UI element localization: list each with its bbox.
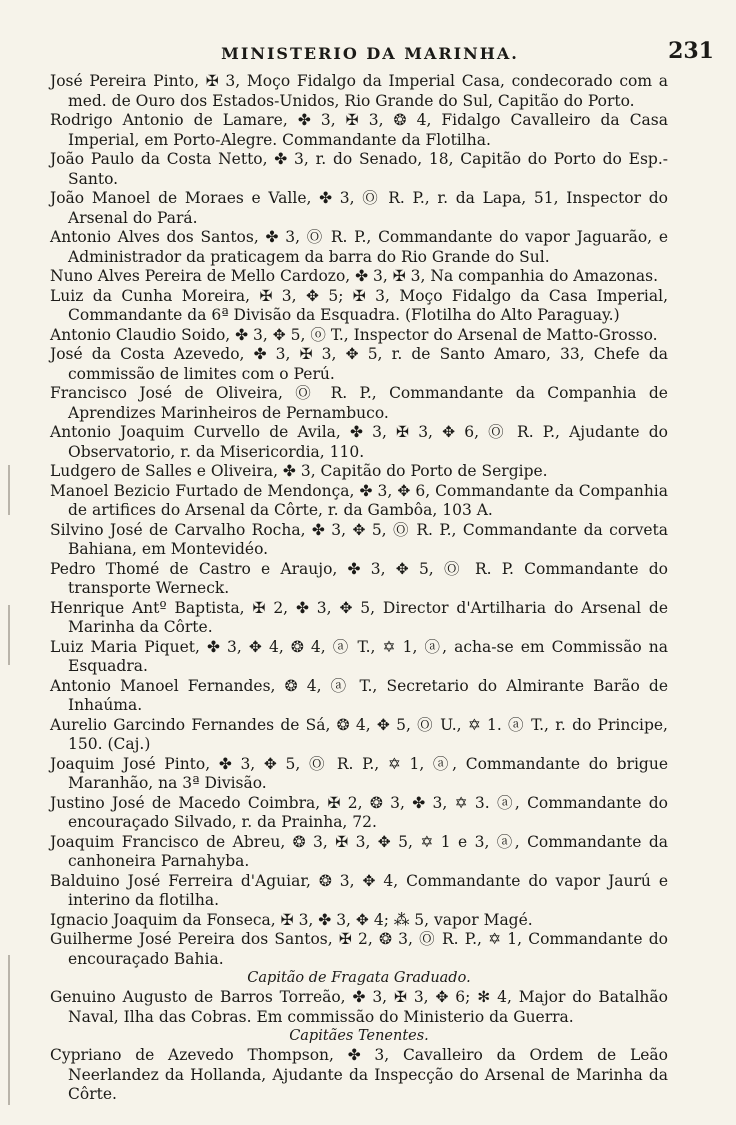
section-heading: Capitão de Fragata Graduado. — [247, 970, 471, 986]
list-item: Ignacio Joaquim da Fonseca, ✠ 3, ✤ 3, ✥ 4; ⁂ 5, vapor Magé. — [50, 910, 533, 929]
list-item: José Pereira Pinto, ✠ 3, Moço Fidalgo da Imperial Casa, condecorado com a med. de Ouro dos Estados-Unidos, Rio Grande do Sul, Capitão do Porto. — [50, 72, 668, 110]
margin-mark — [8, 955, 10, 1105]
list-item: Nuno Alves Pereira de Mello Cardozo, ✤ 3, ✠ 3, Na companhia do Amazonas. — [50, 267, 658, 285]
list-item: João Paulo da Costa Netto, ✤ 3, r. do Senado, 18, Capitão do Porto do Esp.-Santo. — [50, 150, 668, 188]
list-item: Antonio Alves dos Santos, ✤ 3, Ⓞ R. P., Commandante do vapor Jaguarão, e Administrador da praticagem da barra do Rio Grande do Sul. — [50, 228, 668, 266]
list-item: Balduino José Ferreira d'Aguiar, ❂ 3, ✥ 4, Commandante do vapor Jaurú e interino da flotilha. — [50, 871, 668, 909]
list-item: Luiz da Cunha Moreira, ✠ 3, ✥ 5; ✠ 3, Moço Fidalgo da Casa Imperial, Commandante da 6ª Divisão da Esquadra. (Flotilha do Alto Paraguay.) — [50, 286, 668, 324]
list-item: Cypriano de Azevedo Thompson, ✤ 3, Cavalleiro da Ordem de Leão Neerlandez da Hollanda, Ajudante da Inspecção do Arsenal de Marinha da Côrte. — [50, 1046, 668, 1103]
list-item: Henrique Antº Baptista, ✠ 2, ✤ 3, ✥ 5, Director d'Artilharia do Arsenal de Marinha da Côrte. — [50, 598, 668, 636]
list-item: Guilherme José Pereira dos Santos, ✠ 2, ❂ 3, Ⓞ R. P., ✡ 1, Commandante do encouraçado Bahia. — [50, 930, 668, 968]
list-item: Antonio Joaquim Curvello de Avila, ✤ 3, ✠ 3, ✥ 6, Ⓞ R. P., Ajudante do Observatorio, r. da Misericordia, 110. — [50, 423, 668, 461]
margin-mark — [8, 605, 10, 665]
section-heading: Capitães Tenentes. — [289, 1028, 429, 1044]
list-item: Joaquim José Pinto, ✤ 3, ✥ 5, Ⓞ R. P., ✡ 1, ⓐ, Commandante do brigue Maranhão, na 3ª Divisão. — [50, 754, 668, 792]
list-item: Joaquim Francisco de Abreu, ❂ 3, ✠ 3, ✥ 5, ✡ 1 e 3, ⓐ, Commandante da canhoneira Parnahyba. — [50, 832, 668, 870]
list-item: Aurelio Garcindo Fernandes de Sá, ❂ 4, ✥ 5, Ⓞ U., ✡ 1. ⓐ T., r. do Principe, 150. (Caj.) — [50, 715, 668, 753]
margin-mark — [8, 465, 10, 515]
page-header — [20, 38, 720, 66]
list-item: Manoel Bezicio Furtado de Mendonça, ✤ 3, ✥ 6, Commandante da Companhia de artifices do Arsenal da Côrte, r. da Gambôa, 103 A. — [50, 481, 668, 519]
list-item: Antonio Claudio Soido, ✤ 3, ✥ 5, ⓞ T., Inspector do Arsenal de Matto-Grosso. — [50, 325, 658, 344]
list-item: Francisco José de Oliveira, Ⓞ R. P., Commandante da Companhia de Aprendizes Marinheiros de Pernambuco. — [50, 384, 668, 422]
page-number: 231 — [668, 38, 714, 64]
list-item: Luiz Maria Piquet, ✤ 3, ✥ 4, ❂ 4, ⓐ T., ✡ 1, ⓐ, acha-se em Commissão na Esquadra. — [50, 637, 668, 675]
list-item: José da Costa Azevedo, ✤ 3, ✠ 3, ✥ 5, r. de Santo Amaro, 33, Chefe da commissão de limites com o Perú. — [50, 345, 668, 383]
entry-list — [50, 72, 668, 1105]
list-item: Justino José de Macedo Coimbra, ✠ 2, ❂ 3, ✤ 3, ✡ 3. ⓐ, Commandante do encouraçado Silvado, r. da Prainha, 72. — [50, 793, 668, 831]
list-item: Genuino Augusto de Barros Torreão, ✤ 3, ✠ 3, ✥ 6; ✻ 4, Major do Batalhão Naval, Ilha das Cobras. Em commissão do Ministerio da Guerra. — [50, 988, 668, 1026]
list-item: Antonio Manoel Fernandes, ❂ 4, ⓐ T., Secretario do Almirante Barão de Inhaúma. — [50, 676, 668, 714]
running-title: MINISTERIO DA MARINHA. — [221, 44, 519, 63]
list-item: Pedro Thomé de Castro e Araujo, ✤ 3, ✥ 5, Ⓞ R. P. Commandante do transporte Werneck. — [50, 559, 668, 597]
list-item: João Manoel de Moraes e Valle, ✤ 3, Ⓞ R. P., r. da Lapa, 51, Inspector do Arsenal do Pará. — [50, 189, 668, 227]
list-item: Silvino José de Carvalho Rocha, ✤ 3, ✥ 5, Ⓞ R. P., Commandante da corveta Bahiana, em Montevidéo. — [50, 520, 668, 558]
list-item: Ludgero de Salles e Oliveira, ✤ 3, Capitão do Porto de Sergipe. — [50, 462, 548, 480]
list-item: Rodrigo Antonio de Lamare, ✤ 3, ✠ 3, ❂ 4, Fidalgo Cavalleiro da Casa Imperial, em Porto-Alegre. Commandante da Flotilha. — [50, 111, 668, 149]
